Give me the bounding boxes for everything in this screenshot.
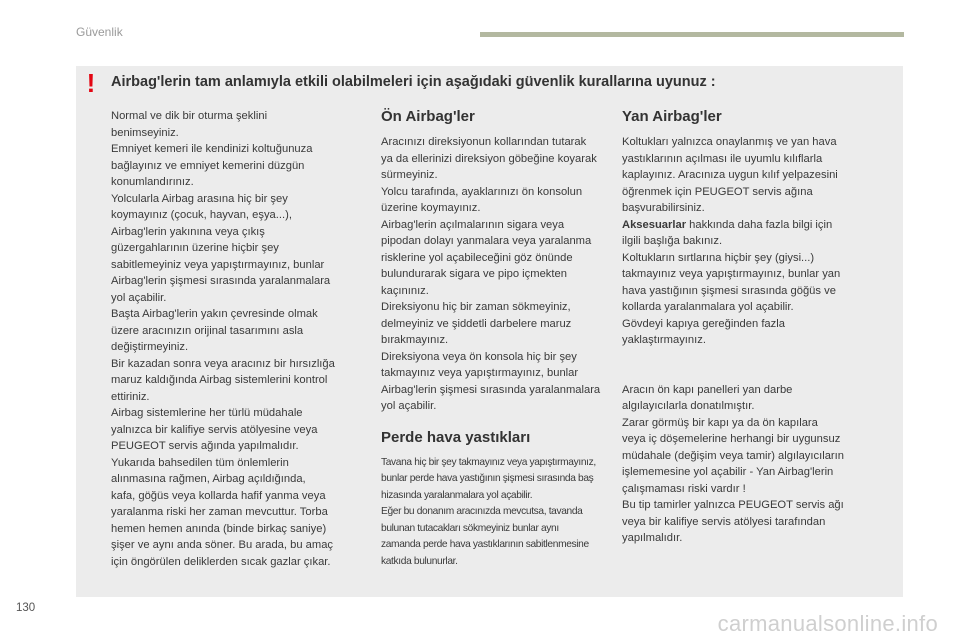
accessories-link-text: Aksesuarlar	[622, 218, 687, 231]
front-airbags-heading: Ön Airbag'ler	[381, 108, 475, 125]
text-line: Airbag'lerin yakınına veya çıkış	[111, 225, 265, 238]
text-line: sabitlemeyiniz veya yapıştırmayınız, bunlar	[111, 258, 325, 271]
text-line: Normal ve dik bir oturma şeklini	[111, 110, 268, 122]
text-line: Eğer bu donanım aracınızda mevcutsa, tavanda	[381, 506, 583, 517]
accent-bar	[480, 32, 904, 37]
text-line: maruz kaldığında Airbag sistemlerini kontrol	[111, 374, 328, 386]
text-line: konumlandırınız.	[111, 176, 194, 188]
text-line: Başta Airbag'lerin yakın çevresinde olmak	[111, 308, 318, 320]
text-line: ettiriniz.	[111, 390, 150, 403]
text-line: kaplayınız. Aracınıza uygun kılıf yelpazesini	[622, 169, 838, 181]
text-line: kollarda yaralanmalara yol açabilir.	[622, 301, 794, 313]
text-line: Direksiyonu hiç bir zaman sökmeyiniz,	[381, 301, 571, 313]
text-line: yalnızca bir kalifiye servis atölyesine veya	[111, 423, 318, 436]
text-line: bulundurarak sigara ve pipo içmekten	[381, 268, 567, 280]
text-line: risklerine yol açabileceğini göz önünde	[381, 251, 573, 264]
text-line: Yolcularla Airbag arasına hiç bir şey	[111, 192, 288, 205]
text-line: sürmeyiniz.	[381, 169, 438, 181]
text-line: yol açabilir.	[381, 400, 437, 412]
door-sensors-text	[622, 382, 902, 547]
text-line: bulunan tutacakları sökmeyiniz bunlar aynı	[381, 522, 559, 534]
text-line: Aracın ön kapı panelleri yan darbe	[622, 383, 793, 396]
text-line: Emniyet kemeri ile kendinizi koltuğunuza	[111, 143, 313, 155]
text-line: işlememesine yol açabilir - Yan Airbag'lerin	[622, 466, 834, 478]
curtain-airbags-text	[381, 455, 631, 571]
text-line: üzere aracınızın orijinal tasarımını asla	[111, 324, 304, 337]
text-line: katkıda bulunurlar.	[381, 555, 458, 567]
front-airbags-text	[381, 134, 631, 415]
text-line: bırakmayınız.	[381, 334, 449, 346]
text-line: pipodan dolayı yanmalara veya yaralanma	[381, 235, 592, 247]
exclamation-icon: !	[86, 68, 96, 98]
accessories-line	[622, 217, 902, 234]
column-front-airbags	[381, 108, 631, 570]
side-airbags-text-b	[622, 233, 902, 349]
text-line: hizasında yaralanmalara yol açabilir.	[381, 489, 533, 501]
text-line: güzergahlarının üzerine hiçbir şey	[111, 242, 279, 254]
text-line: Airbag sistemlerine her türlü müdahale	[111, 407, 303, 419]
text-line: öğrenmek için PEUGEOT servis ağına	[622, 185, 813, 198]
text-line: PEUGEOT servis ağında yapılmalıdır.	[111, 440, 299, 452]
text-line: bağlayınız ve emniyet kemerini düzgün	[111, 159, 305, 172]
text-line: Bu tip tamirler yalnızca PEUGEOT servis ağı	[622, 499, 844, 511]
text-line: Yolcu tarafında, ayaklarınızı ön konsolun	[381, 185, 583, 198]
text-line: Zarar görmüş bir kapı ya da ön kapılara	[622, 416, 818, 429]
side-airbags-text-a	[622, 134, 902, 217]
text-line: zamanda perde hava yastıklarının sabitlenmesine	[381, 539, 589, 550]
text-line: koymayınız (çocuk, hayvan, eşya...),	[111, 209, 292, 221]
accessories-rest: hakkında daha fazla bilgi için	[686, 218, 833, 231]
text-line: Airbag'lerin şişmesi sırasında yaralanmalara	[111, 275, 331, 287]
general-text	[111, 108, 363, 570]
text-line: müdahale (değişim veya tamir) algılayıcıların	[622, 449, 844, 462]
text-line: alınmasına rağmen, Airbag açıldığında,	[111, 473, 306, 485]
text-line: değiştirmeyiniz.	[111, 341, 189, 353]
text-line: Koltukların sırtlarına hiçbir şey (giysi...)	[622, 251, 815, 264]
column-general	[111, 108, 363, 570]
text-line: veya bir kalifiye servis atölyesi tarafından	[622, 515, 826, 528]
text-line: yastıklarının açılması ile uyumlu kılıflarla	[622, 152, 823, 165]
text-line: yaklaştırmayınız.	[622, 334, 706, 346]
text-line: başvurabilirsiniz.	[622, 202, 705, 214]
text-line: delmeyiniz ve şiddetli darbelere maruz	[381, 317, 572, 330]
text-line: bunlar perde hava yastığının şişmesi sırasında baş	[381, 473, 594, 484]
text-line: algılayıcılarla donatılmıştır.	[622, 400, 755, 412]
text-line: kaçınınız.	[381, 284, 429, 297]
text-line: benimseyiniz.	[111, 126, 179, 139]
text-line: yol açabilir.	[111, 291, 167, 304]
side-airbags-heading: Yan Airbag'ler	[622, 108, 722, 125]
page-number: 130	[16, 602, 36, 614]
text-line: Bir kazadan sonra veya aracınız bir hırsızlığa	[111, 357, 335, 370]
text-line: için öngörülen deliklerden sıcak gazlar çıkar.	[111, 555, 331, 568]
text-line: Airbag'lerin şişmesi sırasında yaralanmalara	[381, 383, 601, 396]
text-line: çalışmaması riski vardır !	[622, 482, 746, 495]
text-line: yapılmalıdır.	[622, 532, 683, 544]
text-line: veya iç döşemelerine herhangi bir uygunsuz	[622, 433, 841, 445]
curtain-airbags-heading: Perde hava yastıkları	[381, 428, 531, 446]
section-label: Güvenlik	[76, 25, 123, 39]
text-line: Aracınızı direksiyonun kollarından tutarak	[381, 136, 587, 148]
text-line: Tavana hiç bir şey takmayınız veya yapıştırmayınız,	[381, 456, 596, 468]
text-line: takmayınız veya yapıştırmayınız, bunlar yan	[622, 268, 841, 280]
text-line: takmayınız veya yapıştırmayınız, bunlar	[381, 367, 579, 379]
text-line: hava yastığının şişmesi sırasında göğüs ve	[622, 284, 836, 297]
text-line: Gövdeyi kapıya gereğinden fazla	[622, 317, 785, 330]
text-line: ya da ellerinizi direksiyon göbeğine koyarak	[381, 152, 597, 165]
text-line: kafa, göğüs veya kollarda hafif yanma veya	[111, 489, 326, 502]
text-line: ilgili başlığa bakınız.	[622, 235, 723, 247]
text-line: şişer ve aynı anda söner. Bu arada, bu amaç	[111, 539, 334, 551]
text-line: yaralanma riski her zaman mevcuttur. Torba	[111, 506, 328, 518]
text-line: Yukarıda bahsedilen tüm önlemlerin	[111, 456, 289, 469]
text-line: hemen hemen anında (binde birkaç saniye)	[111, 522, 327, 535]
text-line: Direksiyona veya ön konsola hiç bir şey	[381, 350, 577, 363]
watermark: carmanualsonline.info	[717, 611, 938, 636]
text-line: üzerine koymayınız.	[381, 202, 481, 214]
text-line: Airbag'lerin açılmalarının sigara veya	[381, 218, 565, 231]
text-line: Koltukları yalnızca onaylanmış ve yan hava	[622, 136, 837, 148]
warning-title: Airbag'lerin tam anlamıyla etkili olabilmeleri için aşağıdaki güvenlik kurallarına uyunuz :	[111, 74, 716, 90]
column-side-airbags	[622, 108, 902, 547]
